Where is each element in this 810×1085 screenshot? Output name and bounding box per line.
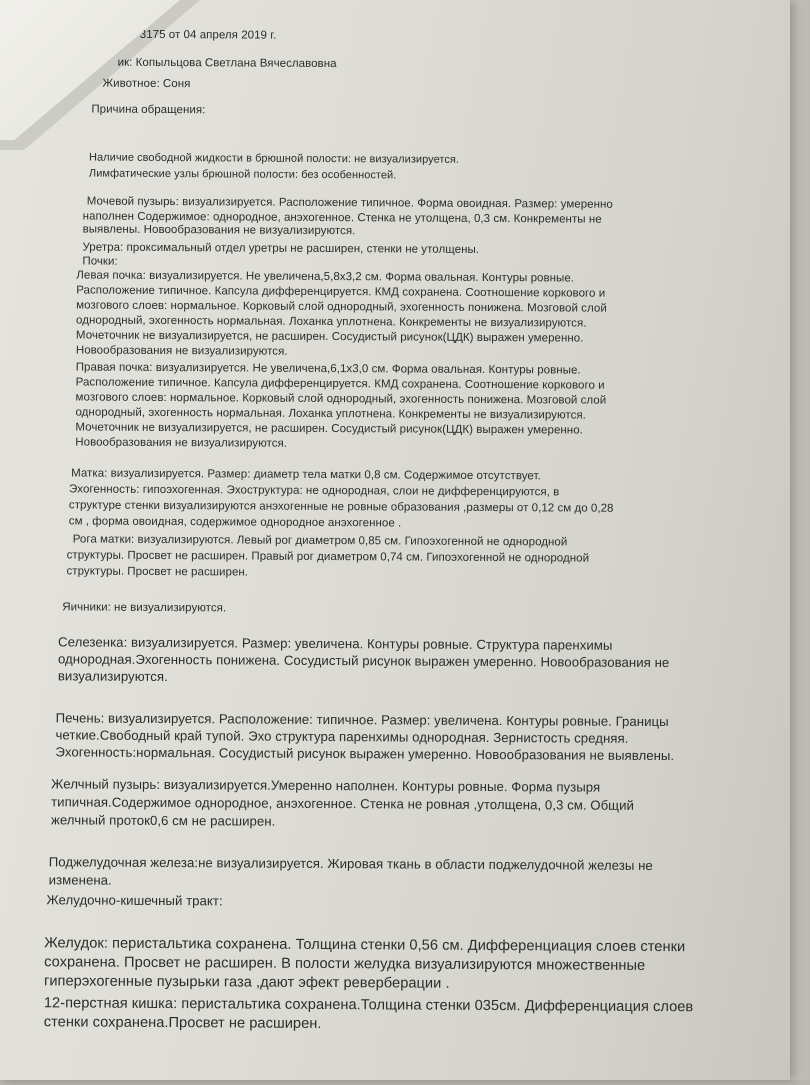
left-kidney-line: Расположение типичное. Капсула дифференцируется. КМД сохранена. Соотношение коркового и xyxy=(76,284,606,300)
liver-line: Печень: визуализируется. Расположение: типичное. Размер: увеличена. Контуры ровные. Границы xyxy=(55,710,669,730)
free-fluid: Наличие свободной жидкости в брюшной полости: не визуализируется. xyxy=(89,151,460,166)
bladder-line-2: наполнен Содержимое: однородное, анэхогенное. Стенка не утолщена, 0,3 см. Конкременты не xyxy=(82,210,602,226)
uterine-horns-line: структуры. Просвет не расширен. Правый рог диаметром 0,74 см. Гипоэхогенной не однородной xyxy=(66,549,590,565)
right-kidney-line: Расположение типичное. Капсула дифференцируется. КМД сохранена. Соотношение коркового и xyxy=(75,376,605,392)
urethra: Уретра: проксимальный отдел уретры не расширен, стенки не утолщены. xyxy=(82,241,480,256)
left-kidney-line: Новообразования не визуализируются. xyxy=(75,344,288,358)
left-kidney-line: Мочеточник не визуализируется, не расширен. Сосудистый рисунок(ЦДК) выражен умеренно. xyxy=(75,329,584,345)
spleen-line: однородная.Эхогенность понижена. Сосудистый рисунок выражен умеренно. Новообразования не xyxy=(57,651,670,671)
bladder-line-1: Мочевой пузырь: визуализируется. Расположение типичное. Форма овоидная. Размер: умеренно xyxy=(86,195,613,211)
stomach-line: сохранена. Просвет не расширен. В полости желудка визуализируются множественные xyxy=(44,954,646,974)
bladder-line-3: выявлены. Новообразования не визуализируются. xyxy=(82,223,356,238)
spleen-line: визуализируются. xyxy=(57,668,168,685)
gi-tract-heading: Желудочно-кишечный тракт: xyxy=(46,892,223,909)
pancreas-line: Поджелудочная железа:не визуализируется. Жировая ткань в области поджелудочной железы не xyxy=(48,854,653,874)
right-kidney-line: Мочеточник не визуализируется, не расширен. Сосудистый рисунок(ЦДК) выражен умеренно. xyxy=(75,421,583,437)
stomach-line: Желудок: перистальтика сохранена. Толщина стенки 0,56 см. Дифференциация слоев стенки xyxy=(44,935,686,956)
uterus-line: структуре стенки визуализируются анэхогенные не ровные образования ,размеры от 0,12 см до 0,28 xyxy=(68,499,614,515)
uterine-horns-line: структуры. Просвет не расширен. xyxy=(66,565,249,579)
duodenum-line: 12-перстная кишка: перистальтика сохранена.Толщина стенки 035см. Дифференциация слоев xyxy=(43,995,694,1016)
gallbladder-line: Желчный пузырь: визуализируется.Умеренно наполнен. Контуры ровные. Форма пузыря xyxy=(51,776,601,795)
gallbladder-line: типичная.Содержимое однородное, анэхогенное. Стенка не ровная ,утолщена, 0,3 см. Общий xyxy=(51,794,634,813)
spleen-line: Селезенка: визуализируется. Размер: увеличена. Контуры ровные. Структура паренхимы xyxy=(58,634,613,653)
right-kidney-line: мозгового слоев: нормальное. Корковый слой однородный, эхогенность понижена. Мозговой слой xyxy=(75,391,607,407)
reason-label: Причина обращения: xyxy=(91,103,206,117)
liver-line: четкие.Свободный край тупой. Эхо структура паренхимы однородная. Зернистость средняя. xyxy=(55,727,629,746)
left-kidney-line: мозгового слоев: нормальное. Корковый слой однородный, эхогенность понижена. Мозговой слой xyxy=(76,299,607,315)
uterus-line: Эхогенность: гипоэхогенная. Эхоструктура: не однородная, слои не дифференцируются, в xyxy=(68,483,560,499)
duodenum-line: стенки сохранена.Просвет не расширен. xyxy=(43,1014,322,1032)
left-kidney-line: однородный, эхогенность нормальная. Лоханка уплотнена. Конкременты не визуализируются. xyxy=(76,314,587,330)
right-kidney-line: однородный, эхогенность нормальная. Лоханка уплотнена. Конкременты не визуализируются. xyxy=(75,406,586,422)
animal-name: Животное: Соня xyxy=(102,77,191,91)
uterus-line: см , форма овоидная, содержимое однородное анэхогенное . xyxy=(68,515,402,530)
ovaries: Яичники: не визуализируются. xyxy=(62,601,227,615)
liver-line: Эхогенность:нормальная. Сосудистый рисунок выражен умеренно. Новообразования не выявлены. xyxy=(55,744,675,764)
right-kidney-line: Новообразования не визуализируются. xyxy=(75,436,288,450)
owner-name: ик: Копыльцова Светлана Вячеславовна xyxy=(117,56,337,71)
lymph-nodes: Лимфатические узлы брюшной полости: без особенностей. xyxy=(88,167,397,182)
left-kidney-line: Левая почка: визуализируется. Не увеличена,5,8х3,2 см. Форма овальная. Контуры ровные. xyxy=(76,269,575,285)
right-kidney-line: Правая почка: визуализируется. Не увеличена,6,1х3,0 см. Форма овальная. Контуры ровные. xyxy=(75,361,581,377)
uterine-horns-line: Рога матки: визуализируются. Левый рог диаметром 0,85 см. Гипоэхогенной не однородной xyxy=(72,533,568,549)
pancreas-line: изменена. xyxy=(48,872,112,888)
protocol-number: 3175 от 04 апреля 2019 г. xyxy=(139,28,277,42)
gallbladder-line: желчный проток0,6 см не расширен. xyxy=(50,812,276,829)
stomach-line: гиперэхогенные пузырьки газа ,дают эфект реверберации . xyxy=(43,973,450,992)
kidneys-heading: Почки: xyxy=(82,255,118,268)
uterus-line: Матка: визуализируется. Размер: диаметр тела матки 0,8 см. Содержимое отсутствует. xyxy=(71,467,541,483)
